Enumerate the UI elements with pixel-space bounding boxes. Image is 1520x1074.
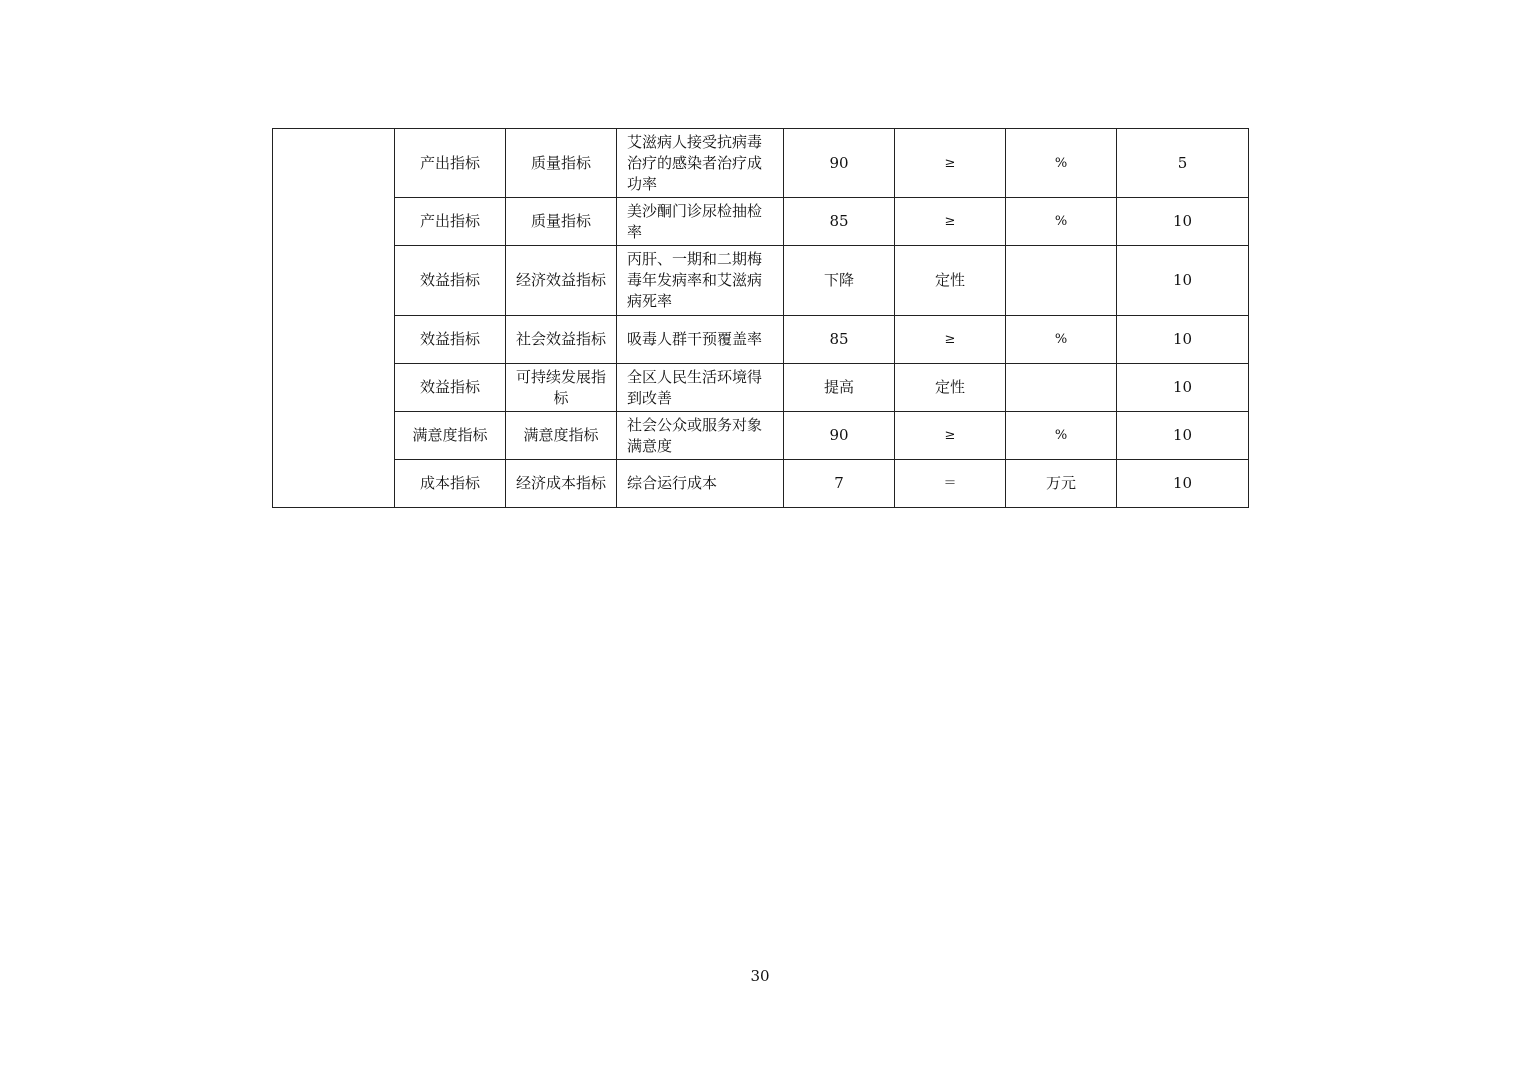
table-row: [273, 364, 1249, 412]
unit-cell: 万元: [1006, 460, 1117, 508]
table-row: [273, 198, 1249, 246]
operator-cell: ≥: [895, 412, 1006, 460]
table-row: [273, 316, 1249, 364]
target-value-cell: 85: [784, 316, 895, 364]
unit-cell: %: [1006, 412, 1117, 460]
unit-cell: [1006, 364, 1117, 412]
score-cell: 10: [1117, 412, 1249, 460]
level1-indicator-cell: 产出指标: [395, 129, 506, 198]
table-row: [273, 129, 1249, 198]
level1-indicator-cell: 产出指标: [395, 198, 506, 246]
score-cell: 10: [1117, 364, 1249, 412]
level1-indicator-cell: 效益指标: [395, 364, 506, 412]
target-value-cell: 90: [784, 129, 895, 198]
score-cell: 10: [1117, 198, 1249, 246]
target-value-cell: 7: [784, 460, 895, 508]
score-cell: 10: [1117, 246, 1249, 316]
score-cell: 5: [1117, 129, 1249, 198]
target-value-cell: 提高: [784, 364, 895, 412]
operator-cell: ＝: [895, 460, 1006, 508]
page-number: 30: [750, 967, 770, 985]
level2-indicator-cell: 经济效益指标: [506, 246, 617, 316]
level1-indicator-cell: 满意度指标: [395, 412, 506, 460]
unit-cell: %: [1006, 129, 1117, 198]
level2-indicator-cell: 可持续发展指标: [506, 364, 617, 412]
unit-cell: %: [1006, 198, 1117, 246]
table-row: [273, 412, 1249, 460]
target-value-cell: 下降: [784, 246, 895, 316]
score-cell: 10: [1117, 316, 1249, 364]
level2-indicator-cell: 质量指标: [506, 198, 617, 246]
level3-indicator-cell: 社会公众或服务对象满意度: [617, 412, 784, 460]
operator-cell: 定性: [895, 246, 1006, 316]
table-row: [273, 246, 1249, 316]
table-row: [273, 460, 1249, 508]
performance-indicator-table: [272, 128, 1249, 508]
target-value-cell: 85: [784, 198, 895, 246]
level1-indicator-cell: 效益指标: [395, 316, 506, 364]
level3-indicator-cell: 吸毒人群干预覆盖率: [617, 316, 784, 364]
merged-left-cell: [273, 129, 395, 508]
operator-cell: 定性: [895, 364, 1006, 412]
level3-indicator-cell: 全区人民生活环境得到改善: [617, 364, 784, 412]
level1-indicator-cell: 效益指标: [395, 246, 506, 316]
level1-indicator-cell: 成本指标: [395, 460, 506, 508]
level3-indicator-cell: 艾滋病人接受抗病毒治疗的感染者治疗成功率: [617, 129, 784, 198]
operator-cell: ≥: [895, 316, 1006, 364]
level3-indicator-cell: 丙肝、一期和二期梅毒年发病率和艾滋病病死率: [617, 246, 784, 316]
target-value-cell: 90: [784, 412, 895, 460]
unit-cell: %: [1006, 316, 1117, 364]
level2-indicator-cell: 经济成本指标: [506, 460, 617, 508]
level3-indicator-cell: 综合运行成本: [617, 460, 784, 508]
operator-cell: ≥: [895, 129, 1006, 198]
unit-cell: [1006, 246, 1117, 316]
operator-cell: ≥: [895, 198, 1006, 246]
score-cell: 10: [1117, 460, 1249, 508]
level3-indicator-cell: 美沙酮门诊尿检抽检率: [617, 198, 784, 246]
level2-indicator-cell: 满意度指标: [506, 412, 617, 460]
level2-indicator-cell: 社会效益指标: [506, 316, 617, 364]
level2-indicator-cell: 质量指标: [506, 129, 617, 198]
